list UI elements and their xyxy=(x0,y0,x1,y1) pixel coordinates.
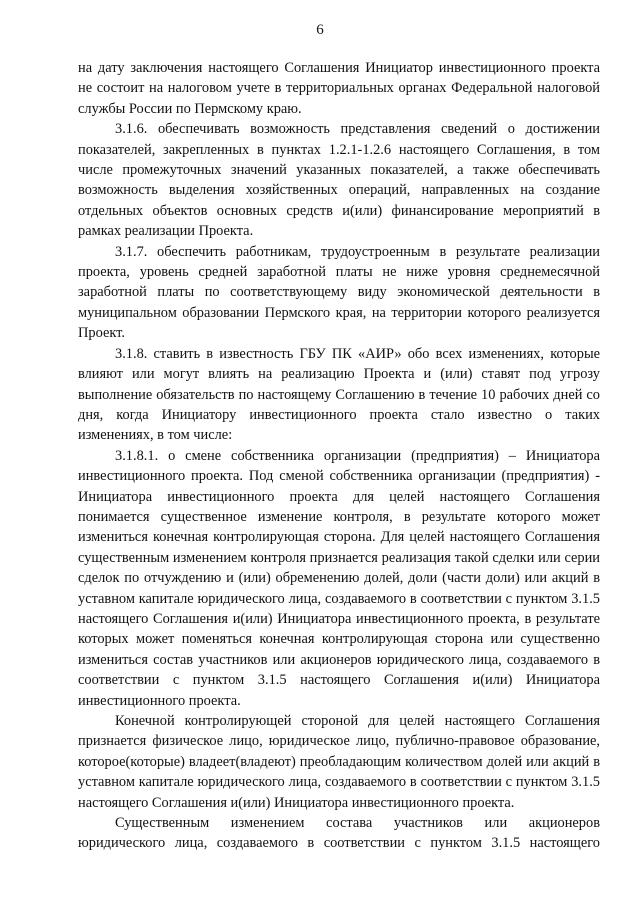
paragraph-3-1-7: 3.1.7. обеспечить работникам, трудоустроенным в результате реализации проекта, уровень средней заработной платы не ниже уровня среднемесячной заработной платы по соответствующему виду экономической деятельности в муниципальном образовании Пермского края, на территории которого реализуется Проект. xyxy=(78,243,600,342)
paragraph-final-controlling-party: Конечной контролирующей стороной для целей настоящего Соглашения признается физическое лицо, юридическое лицо, публично-правовое образование, которое(которые) владеет(владеют) преобладающим количеством долей или акций в уставном капитале юридического лица, создаваемого в соответствии с пунктом 3.1.5 настоящего Соглашения и(или) Инициатора инвестиционного проекта. xyxy=(78,713,600,811)
page-number: 6 xyxy=(316,22,324,38)
document-body xyxy=(78,58,600,854)
paragraph-3-1-6: 3.1.6. обеспечивать возможность представления сведений о достижении показателей, закрепленных в пунктах 1.2.1-1.2.6 настоящего Соглашения, в том числе промежуточных значений указанных показателей, а также обеспечивать возможность выделения хозяйственных операций, направленных на создание отдельных объектов основных средств и(или) финансирование мероприятий в рамках реализации Проекта. xyxy=(78,121,600,240)
paragraph-3-1-8: 3.1.8. ставить в известность ГБУ ПК «АИР» обо всех изменениях, которые влияют или могут влиять на реализацию Проекта и (или) ставят под угрозу выполнение обязательств по настоящему Соглашению в течение 10 рабочих дней со дня, когда Инициатору инвестиционного проекта стало известно о таких изменениях, в том числе: xyxy=(78,345,600,444)
paragraph-3-1-8-1: 3.1.8.1. о смене собственника организации (предприятия) – Инициатора инвестиционного проекта. Под сменой собственника организации (предприятия) - Инициатора инвестиционного проекта для целей настоящего Соглашения понимается существенное изменение контроля, в результате которого может измениться конечная контролирующая сторона. Для целей настоящего Соглашения существенным изменением контроля признается реализация такой сделки или серии сделок по отчуждению и (или) обременению долей, доли (части доли) или акций в уставном капитале юридического лица, создаваемого в соответствии с пунктом 3.1.5 настоящего Соглашения и(или) Инициатора инвестиционного проекта, в результате которых может поменяться конечная контролирующая сторона или существенно измениться состав участников или акционеров юридического лица, создаваемого в соответствии с пунктом 3.1.5 настоящего Соглашения и(или) Инициатора инвестиционного проекта. xyxy=(78,447,600,709)
paragraph-significant-change: Существенным изменением состава участников или акционеров юридического лица, создаваемого в соответствии с пунктом 3.1.5 настоящего xyxy=(78,815,600,852)
paragraph-continuation: на дату заключения настоящего Соглашения Инициатор инвестиционного проекта не состоит на налоговом учете в территориальных органах Федеральной налоговой службы России по Пермскому краю. xyxy=(78,60,600,117)
